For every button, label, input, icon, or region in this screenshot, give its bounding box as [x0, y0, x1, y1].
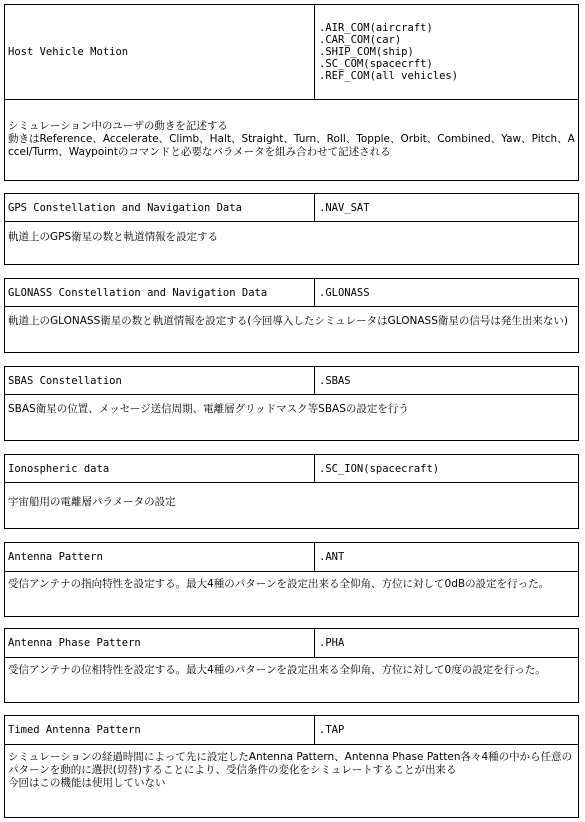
section-label: Timed Antenna Pattern — [5, 716, 315, 744]
section-description: 宇宙船用の電離層パラメータの設定 — [8, 496, 176, 508]
section-label: Antenna Phase Pattern — [5, 629, 315, 657]
section-label: SBAS Constellation — [5, 367, 315, 394]
section-antenna-phase-pattern — [4, 628, 579, 703]
section-file-extensions — [315, 194, 578, 221]
file-extension: .SC_ION(spacecraft) — [319, 462, 440, 475]
section-description: シミュレーションの経過時間によって先に設定したAntenna Pattern、Antenna Phase Patten各々4種の中から任意のパターンを動的に選択(切替)することにより、受信条件の変化をシミュレートすることが出来る 今回はこの機能は使用していない — [8, 751, 573, 789]
section-ionospheric-data — [4, 454, 579, 529]
section-file-extensions — [315, 279, 578, 306]
section-label: Antenna Pattern — [5, 543, 315, 571]
section-description: 受信アンテナの指向特性を設定する。最大4種のパターンを設定出来る全仰角、方位に対して0dBの設定を行った。 — [8, 578, 550, 590]
file-extension: .SBAS — [319, 374, 351, 387]
section-file-extensions — [315, 629, 578, 657]
file-extension: .NAV_SAT — [319, 201, 370, 214]
section-timed-antenna-pattern — [4, 715, 579, 818]
section-file-extensions — [315, 716, 578, 744]
file-extension: .TAP — [319, 724, 345, 736]
section-gps-constellation — [4, 193, 579, 265]
section-file-extensions — [315, 543, 578, 571]
section-label: Ionospheric data — [5, 455, 315, 482]
section-description: 受信アンテナの位相特性を設定する。最大4種のパターンを設定出来る全仰角、方位に対して0度の設定を行った。 — [8, 664, 546, 676]
file-extension: .REF_COM(all vehicles) — [319, 70, 459, 82]
file-extension: .AIR_COM(aircraft) — [319, 22, 433, 34]
file-extension: .SC_COM(spacecrft) — [319, 58, 433, 70]
section-label: GPS Constellation and Navigation Data — [5, 194, 315, 221]
section-file-extensions — [315, 455, 578, 482]
file-extension: .CAR_COM(car) — [319, 34, 402, 46]
section-description: シミュレーション中のユーザの動きを記述する 動きはReference、Accelerate、Climb、Halt、Straight、Turn、Roll、Topple、Orbit、Combined、Yaw、Pitch、Accel/Turm、Waypointのコマンドと必要なパラメータを組み合わせて記述される — [8, 120, 575, 158]
section-glonass-constellation — [4, 278, 579, 353]
section-host-vehicle-motion — [4, 4, 579, 181]
file-extension: .ANT — [319, 551, 345, 563]
file-extension: .SHIP_COM(ship) — [319, 46, 414, 58]
file-extension: .PHA — [319, 637, 345, 649]
section-antenna-pattern — [4, 542, 579, 617]
section-description: SBAS衛星の位置、メッセージ送信周期、電離層グリッドマスク等SBASの設定を行う — [8, 403, 409, 415]
section-description: 軌道上のGLONASS衛星の数と軌道情報を設定する(今回導入したシミュレータはGLONASS衛星の信号は発生出来ない) — [8, 315, 568, 327]
section-file-extensions — [315, 5, 578, 99]
section-label: Host Vehicle Motion — [5, 5, 315, 99]
section-sbas-constellation — [4, 366, 579, 441]
section-description: 軌道上のGPS衛星の数と軌道情報を設定する — [8, 231, 219, 243]
section-file-extensions — [315, 367, 578, 394]
section-label: GLONASS Constellation and Navigation Data — [5, 279, 315, 306]
file-extension: .GLONASS — [319, 286, 370, 299]
